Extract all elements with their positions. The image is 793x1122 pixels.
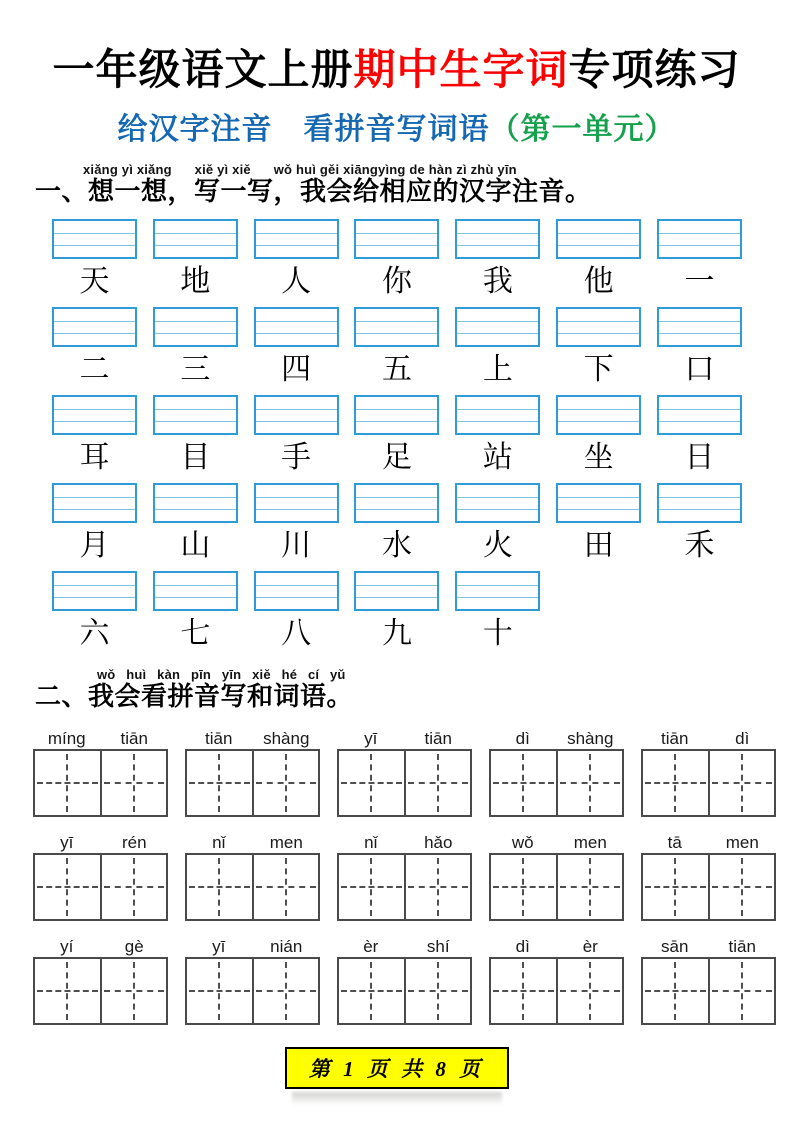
grid-cell: [100, 959, 167, 1023]
writing-grid: [185, 957, 320, 1025]
pinyin-box-ruled-line: [558, 409, 639, 410]
hanzi-char: 地: [180, 265, 211, 299]
hanzi-char: 你: [381, 265, 412, 299]
pinyin-syllable: wǒ: [511, 832, 534, 852]
pinyin-box-ruled-line: [54, 321, 135, 322]
writing-grid: [489, 957, 624, 1025]
pinyin-syllable: gè: [124, 936, 144, 956]
pinyin-syllable: shàng: [263, 728, 310, 748]
pinyin-box-ruled-line: [356, 509, 437, 510]
annotation-row: [52, 307, 742, 389]
pinyin-box-ruled-line: [356, 245, 437, 246]
pinyin-writing-box: [52, 395, 137, 435]
hanzi-char: 禾: [684, 529, 715, 563]
pinyin-box-ruled-line: [457, 245, 538, 246]
pinyin-word: [641, 722, 776, 749]
word-row: [33, 826, 776, 921]
grid-cell: [339, 959, 404, 1023]
pinyin-box-ruled-line: [659, 409, 740, 410]
grid-cell: [252, 959, 319, 1023]
pinyin-box-ruled-line: [356, 585, 437, 586]
hanzi-char: 手: [281, 441, 312, 475]
grid-cell: [643, 855, 708, 919]
pinyin-syllable: rén: [121, 832, 147, 852]
hanzi-char: 目: [180, 441, 211, 475]
pinyin-box-ruled-line: [256, 333, 337, 334]
section1-heading: [35, 162, 793, 207]
pinyin-word: [489, 930, 624, 957]
pinyin-box-ruled-line: [457, 509, 538, 510]
pinyin-box-ruled-line: [256, 585, 337, 586]
hanzi-char: 田: [583, 529, 614, 563]
pinyin-box-ruled-line: [558, 233, 639, 234]
grid-cell: [643, 959, 708, 1023]
title-part-3: 专项练习: [568, 48, 741, 94]
writing-grid-row: [33, 957, 776, 1025]
pinyin-writing-box: [153, 219, 238, 259]
pinyin-syllable: yī: [364, 728, 378, 748]
writing-grid: [337, 749, 472, 817]
page-subtitle: [0, 104, 793, 148]
pinyin-label-row: [33, 826, 776, 853]
hanzi-char: 十: [482, 617, 513, 651]
pinyin-writing-box: [455, 571, 540, 611]
hanzi-char: 下: [583, 353, 614, 387]
pinyin-writing-box: [455, 483, 540, 523]
pinyin-box-ruled-line: [256, 497, 337, 498]
hanzi-char: 八: [281, 617, 312, 651]
pinyin-box-ruled-line: [457, 233, 538, 234]
hanzi-char: 人: [281, 265, 312, 299]
annotation-cell: [254, 219, 339, 301]
annotation-cell: [52, 219, 137, 301]
hanzi-char: 火: [482, 529, 513, 563]
pinyin-syllable: men: [573, 832, 607, 852]
hanzi-char: 我: [482, 265, 513, 299]
annotation-row: [52, 395, 742, 477]
hanzi-char: 水: [381, 529, 412, 563]
writing-grid: [185, 853, 320, 921]
grid-cell: [556, 959, 623, 1023]
annotation-cell: [254, 395, 339, 477]
hanzi-char: 二: [79, 353, 110, 387]
pinyin-syllable: dì: [515, 728, 530, 748]
annotation-cell: [153, 307, 238, 389]
pinyin-word: [185, 722, 320, 749]
grid-cell: [491, 855, 556, 919]
pinyin-writing-box: [354, 571, 439, 611]
pinyin-word: [641, 930, 776, 957]
pinyin-box-ruled-line: [457, 321, 538, 322]
annotation-cell: [455, 571, 540, 653]
hanzi-char: 七: [180, 617, 211, 651]
grid-cell: [556, 751, 623, 815]
pinyin-syllable: nǐ: [364, 832, 378, 852]
pinyin-syllable: men: [725, 832, 759, 852]
hanzi-char: 三: [180, 353, 211, 387]
pinyin-box-ruled-line: [256, 233, 337, 234]
pinyin-box-ruled-line: [155, 333, 236, 334]
pinyin-syllable: yī: [212, 936, 226, 956]
hanzi-char: 五: [381, 353, 412, 387]
pinyin-syllable: yī: [60, 832, 74, 852]
footer-reflection: [292, 1092, 502, 1105]
pinyin-writing-box: [354, 483, 439, 523]
annotation-cell: [354, 395, 439, 477]
pinyin-syllable: tiān: [120, 728, 148, 748]
pinyin-writing-box: [354, 395, 439, 435]
pinyin-word: [33, 930, 168, 957]
hanzi-char: 山: [180, 529, 211, 563]
pinyin-syllable: èr: [582, 936, 598, 956]
grid-cell: [404, 855, 471, 919]
pinyin-syllable: dì: [515, 936, 530, 956]
pinyin-writing-box: [254, 395, 339, 435]
pinyin-writing-box: [455, 395, 540, 435]
pinyin-box-ruled-line: [256, 409, 337, 410]
pinyin-syllable: shàng: [567, 728, 614, 748]
pinyin-box-ruled-line: [558, 421, 639, 422]
writing-grid: [337, 957, 472, 1025]
pinyin-word: [337, 722, 472, 749]
annotation-cell: [657, 483, 742, 565]
pinyin-box-ruled-line: [54, 409, 135, 410]
pinyin-box-ruled-line: [256, 597, 337, 598]
pinyin-box-ruled-line: [558, 245, 639, 246]
pinyin-box-ruled-line: [356, 321, 437, 322]
pinyin-box-ruled-line: [558, 321, 639, 322]
section2-heading-text: 二、我会看拼音写和词语。: [35, 682, 354, 712]
page-number-badge: 第 1 页 共 8 页: [285, 1047, 509, 1089]
annotation-row: [52, 483, 742, 565]
word-writing-grid: [33, 722, 776, 1025]
pinyin-word: [489, 722, 624, 749]
pinyin-writing-box: [556, 483, 641, 523]
pinyin-syllable: nián: [270, 936, 303, 956]
pinyin-box-ruled-line: [659, 245, 740, 246]
hanzi-char: 足: [381, 441, 412, 475]
annotation-cell: [153, 219, 238, 301]
hanzi-char: 坐: [583, 441, 614, 475]
pinyin-box-ruled-line: [155, 585, 236, 586]
pinyin-box-ruled-line: [256, 421, 337, 422]
annotation-cell: [254, 307, 339, 389]
pinyin-box-ruled-line: [457, 585, 538, 586]
annotation-cell: [254, 571, 339, 653]
pinyin-writing-box: [153, 307, 238, 347]
pinyin-syllable: tiān: [661, 728, 689, 748]
pinyin-writing-box: [657, 395, 742, 435]
pinyin-writing-box: [556, 219, 641, 259]
hanzi-char: 川: [281, 529, 312, 563]
grid-cell: [556, 855, 623, 919]
pinyin-writing-box: [52, 571, 137, 611]
pinyin-box-ruled-line: [356, 409, 437, 410]
annotation-cell: [354, 483, 439, 565]
pinyin-syllable: èr: [363, 936, 379, 956]
subtitle-unit: （第一单元）: [489, 113, 676, 147]
pinyin-writing-box: [657, 483, 742, 523]
pinyin-word: [337, 826, 472, 853]
pinyin-box-ruled-line: [155, 233, 236, 234]
pinyin-syllable: dì: [735, 728, 750, 748]
annotation-cell: [556, 219, 641, 301]
pinyin-syllable: nǐ: [212, 832, 226, 852]
pinyin-writing-box: [254, 571, 339, 611]
annotation-cell: [153, 395, 238, 477]
pinyin-box-ruled-line: [54, 233, 135, 234]
pinyin-box-ruled-line: [54, 333, 135, 334]
writing-grid: [489, 853, 624, 921]
grid-cell: [708, 959, 775, 1023]
hanzi-char: 四: [281, 353, 312, 387]
pinyin-box-ruled-line: [54, 597, 135, 598]
annotation-cell: [455, 219, 540, 301]
hanzi-char: 九: [381, 617, 412, 651]
pinyin-box-ruled-line: [155, 509, 236, 510]
pinyin-box-ruled-line: [256, 321, 337, 322]
section1-heading-pinyin: xiǎng yì xiǎng xiě yì xiě wǒ huì gěi xiāngyìng de hàn zì zhù yīn: [83, 162, 517, 178]
annotation-row: [52, 571, 742, 653]
annotation-cell: [556, 307, 641, 389]
annotation-cell: [153, 571, 238, 653]
subtitle-main: 给汉字注音 看拼音写词语: [117, 113, 490, 147]
hanzi-char: 月: [79, 529, 110, 563]
grid-cell: [491, 751, 556, 815]
pinyin-box-ruled-line: [54, 509, 135, 510]
writing-grid: [185, 749, 320, 817]
pinyin-box-ruled-line: [659, 233, 740, 234]
section2-heading-pinyin: wǒ huì kàn pīn yīn xiě hé cí yǔ: [97, 667, 346, 683]
writing-grid: [641, 749, 776, 817]
annotation-cell: [52, 395, 137, 477]
pinyin-writing-box: [354, 219, 439, 259]
pinyin-box-ruled-line: [558, 509, 639, 510]
section1-heading-text: 一、想一想，写一写，我会给相应的汉字注音。: [35, 177, 592, 207]
pinyin-box-ruled-line: [54, 421, 135, 422]
pinyin-word: [185, 930, 320, 957]
pinyin-box-ruled-line: [457, 409, 538, 410]
pinyin-writing-box: [556, 307, 641, 347]
annotation-cell: [556, 483, 641, 565]
title-part-1: 一年级语文上册: [52, 48, 354, 94]
pinyin-writing-box: [657, 307, 742, 347]
pinyin-syllable: tiān: [728, 936, 756, 956]
pinyin-writing-box: [556, 395, 641, 435]
pinyin-box-ruled-line: [659, 421, 740, 422]
grid-cell: [35, 751, 100, 815]
pinyin-syllable: hǎo: [424, 832, 453, 852]
annotation-cell: [52, 571, 137, 653]
page-title: [0, 0, 793, 94]
pinyin-writing-box: [52, 307, 137, 347]
pinyin-box-ruled-line: [457, 597, 538, 598]
annotation-cell: [354, 307, 439, 389]
pinyin-box-ruled-line: [356, 497, 437, 498]
annotation-cell: [556, 395, 641, 477]
annotation-cell: [354, 571, 439, 653]
grid-cell: [708, 855, 775, 919]
writing-grid: [33, 957, 168, 1025]
writing-grid: [337, 853, 472, 921]
writing-grid: [641, 957, 776, 1025]
pinyin-box-ruled-line: [558, 333, 639, 334]
annotation-cell: [354, 219, 439, 301]
hanzi-char: 六: [79, 617, 110, 651]
writing-grid: [33, 749, 168, 817]
pinyin-box-ruled-line: [356, 421, 437, 422]
pinyin-box-ruled-line: [356, 597, 437, 598]
grid-cell: [491, 959, 556, 1023]
pinyin-writing-box: [254, 219, 339, 259]
annotation-cell: [153, 483, 238, 565]
pinyin-label-row: [33, 930, 776, 957]
writing-grid: [641, 853, 776, 921]
pinyin-writing-box: [657, 219, 742, 259]
pinyin-box-ruled-line: [256, 509, 337, 510]
pinyin-box-ruled-line: [457, 497, 538, 498]
grid-cell: [404, 751, 471, 815]
annotation-cell: [455, 307, 540, 389]
grid-cell: [404, 959, 471, 1023]
pinyin-word: [489, 826, 624, 853]
pinyin-box-ruled-line: [659, 509, 740, 510]
annotation-cell: [657, 395, 742, 477]
grid-cell: [252, 751, 319, 815]
hanzi-char: 日: [684, 441, 715, 475]
pinyin-writing-box: [455, 219, 540, 259]
grid-cell: [339, 751, 404, 815]
pinyin-box-ruled-line: [256, 245, 337, 246]
annotation-cell: [657, 307, 742, 389]
pinyin-syllable: shí: [426, 936, 450, 956]
pinyin-box-ruled-line: [155, 245, 236, 246]
pinyin-writing-box: [455, 307, 540, 347]
hanzi-char: 天: [79, 265, 110, 299]
writing-grid-row: [33, 749, 776, 817]
pinyin-word: [185, 826, 320, 853]
pinyin-writing-box: [254, 483, 339, 523]
pinyin-box-ruled-line: [356, 233, 437, 234]
pinyin-syllable: men: [269, 832, 303, 852]
writing-grid-row: [33, 853, 776, 921]
word-row: [33, 930, 776, 1025]
grid-cell: [35, 959, 100, 1023]
pinyin-box-ruled-line: [54, 245, 135, 246]
grid-cell: [100, 855, 167, 919]
grid-cell: [100, 751, 167, 815]
annotation-cell: [455, 395, 540, 477]
pinyin-syllable: yí: [60, 936, 74, 956]
pinyin-word: [641, 826, 776, 853]
hanzi-char: 口: [684, 353, 715, 387]
writing-grid: [33, 853, 168, 921]
pinyin-syllable: tiān: [205, 728, 233, 748]
pinyin-box-ruled-line: [356, 333, 437, 334]
grid-cell: [187, 855, 252, 919]
pinyin-label-row: [33, 722, 776, 749]
grid-cell: [339, 855, 404, 919]
grid-cell: [643, 751, 708, 815]
word-row: [33, 722, 776, 817]
pinyin-box-ruled-line: [155, 409, 236, 410]
grid-cell: [187, 751, 252, 815]
hanzi-char: 一: [684, 265, 715, 299]
hanzi-char: 耳: [79, 441, 110, 475]
annotation-cell: [254, 483, 339, 565]
grid-cell: [187, 959, 252, 1023]
pinyin-box-ruled-line: [54, 497, 135, 498]
pinyin-box-ruled-line: [659, 333, 740, 334]
pinyin-writing-box: [254, 307, 339, 347]
pinyin-box-ruled-line: [54, 585, 135, 586]
annotation-cell: [657, 219, 742, 301]
title-part-red: 期中生字词: [353, 48, 569, 94]
grid-cell: [252, 855, 319, 919]
pinyin-syllable: sān: [661, 936, 689, 956]
pinyin-word: [337, 930, 472, 957]
pinyin-annotation-grid: [52, 219, 742, 653]
pinyin-writing-box: [354, 307, 439, 347]
hanzi-char: 他: [583, 265, 614, 299]
pinyin-box-ruled-line: [155, 597, 236, 598]
pinyin-syllable: tiān: [424, 728, 452, 748]
pinyin-word: [33, 722, 168, 749]
annotation-cell: [52, 307, 137, 389]
pinyin-writing-box: [153, 483, 238, 523]
writing-grid: [489, 749, 624, 817]
pinyin-writing-box: [153, 395, 238, 435]
pinyin-box-ruled-line: [659, 497, 740, 498]
grid-cell: [35, 855, 100, 919]
pinyin-box-ruled-line: [659, 321, 740, 322]
pinyin-syllable: míng: [47, 728, 86, 748]
pinyin-syllable: tā: [667, 832, 682, 852]
pinyin-writing-box: [52, 219, 137, 259]
pinyin-box-ruled-line: [155, 497, 236, 498]
annotation-cell: [52, 483, 137, 565]
pinyin-box-ruled-line: [457, 333, 538, 334]
pinyin-box-ruled-line: [155, 321, 236, 322]
hanzi-char: 站: [482, 441, 513, 475]
pinyin-writing-box: [52, 483, 137, 523]
hanzi-char: 上: [482, 353, 513, 387]
grid-cell: [708, 751, 775, 815]
section2-heading: [35, 667, 793, 712]
pinyin-word: [33, 826, 168, 853]
pinyin-writing-box: [153, 571, 238, 611]
pinyin-box-ruled-line: [155, 421, 236, 422]
annotation-cell: [455, 483, 540, 565]
pinyin-box-ruled-line: [558, 497, 639, 498]
annotation-row: [52, 219, 742, 301]
pinyin-box-ruled-line: [457, 421, 538, 422]
